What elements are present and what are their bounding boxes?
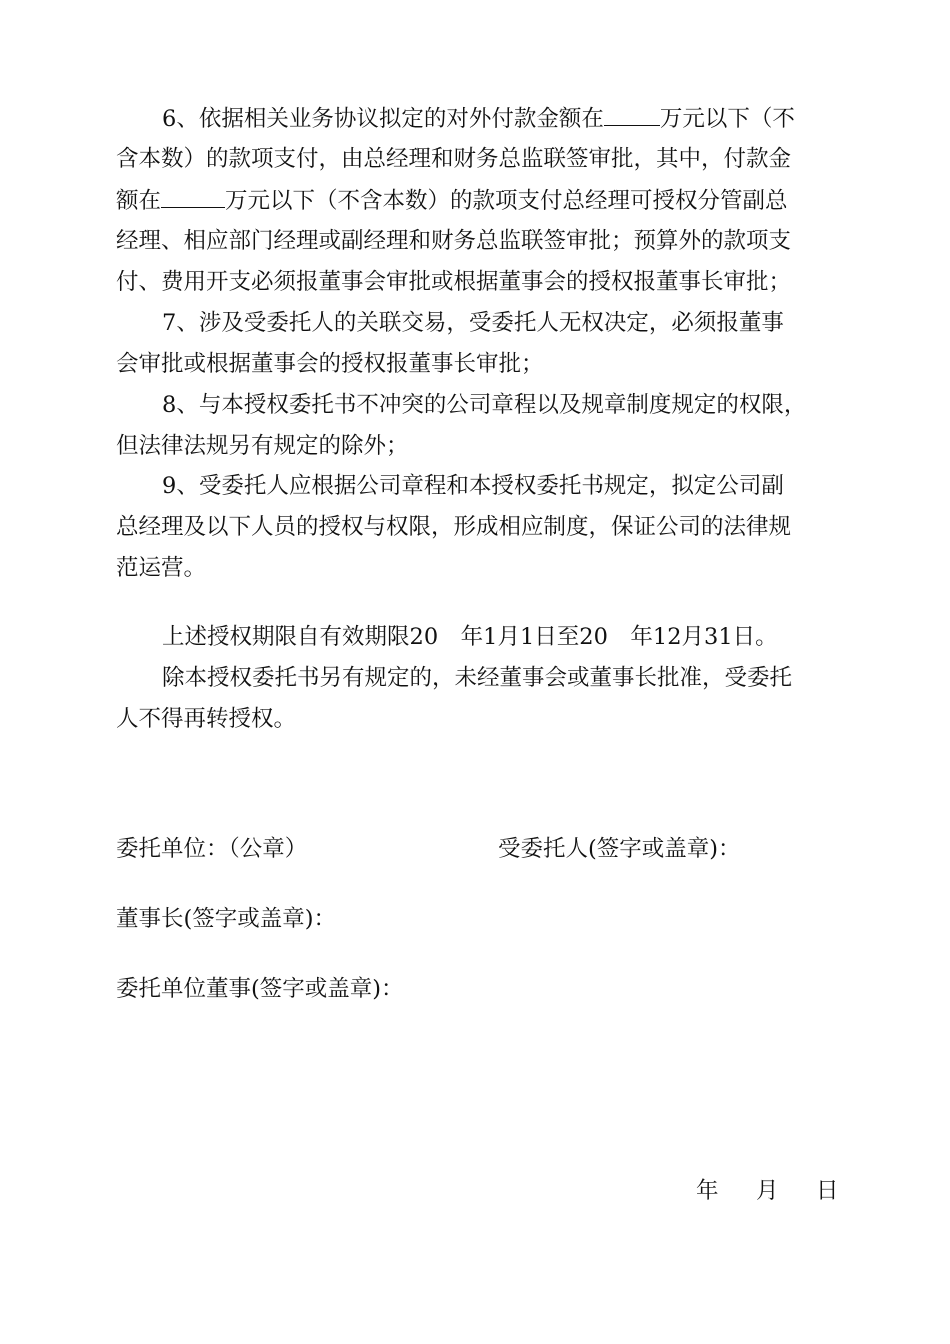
amount-blank-2 — [161, 185, 225, 208]
trustee-signature-label: 受委托人(签字或盖章)： — [498, 836, 741, 862]
unit-director-signature-label: 委托单位董事(签字或盖章)： — [116, 976, 404, 1002]
amount-blank-1 — [604, 103, 660, 126]
clause-6-text-b: 万元以下（不 — [659, 106, 795, 132]
principal-unit-seal-label: 委托单位：（公章） — [116, 836, 308, 862]
date-month-label: 月 — [756, 1178, 779, 1204]
clause-7-line-1: 7、涉及受委托人的关联交易，受委托人无权决定，必须报董事 — [162, 310, 784, 336]
clause-7-line-2: 会审批或根据董事会的授权报董事长审批； — [116, 351, 544, 377]
clause-6-line-3 — [116, 185, 788, 216]
authorization-term: 上述授权期限自有效期限20 年1月1日至20 年12月31日。 — [162, 624, 778, 650]
clause-9-line-2: 总经理及以下人员的授权与权限，形成相应制度，保证公司的法律规 — [116, 514, 792, 540]
clause-6-text-a: 6、依据相关业务协议拟定的对外付款金额在 — [162, 106, 604, 132]
chairman-signature-label: 董事长(签字或盖章)： — [116, 906, 337, 932]
clause-6-text-c: 额在 — [116, 188, 162, 214]
clause-6-line-5: 付、费用开支必须报董事会审批或根据董事会的授权报董事长审批； — [116, 269, 792, 295]
date-year-label: 年 — [696, 1178, 719, 1204]
no-transfer-line-1: 除本授权委托书另有规定的，未经董事会或董事长批准，受委托 — [162, 665, 793, 691]
clause-6-line-4: 经理、相应部门经理或副经理和财务总监联签审批；预算外的款项支 — [116, 228, 792, 254]
clause-8-line-2: 但法律法规另有规定的除外； — [116, 433, 409, 459]
clause-9-line-1: 9、受委托人应根据公司章程和本授权委托书规定，拟定公司副 — [162, 473, 784, 499]
clause-9-line-3: 范运营。 — [116, 555, 207, 581]
clause-6-line-1 — [162, 103, 795, 134]
clause-8-line-1: 8、与本授权委托书不冲突的公司章程以及规章制度规定的权限， — [162, 392, 807, 418]
no-transfer-line-2: 人不得再转授权。 — [116, 706, 297, 732]
date-day-label: 日 — [816, 1178, 839, 1204]
clause-6-text-d: 万元以下（不含本数）的款项支付总经理可授权分管副总 — [225, 188, 788, 214]
clause-6-line-2: 含本数）的款项支付，由总经理和财务总监联签审批，其中，付款金 — [116, 146, 792, 172]
